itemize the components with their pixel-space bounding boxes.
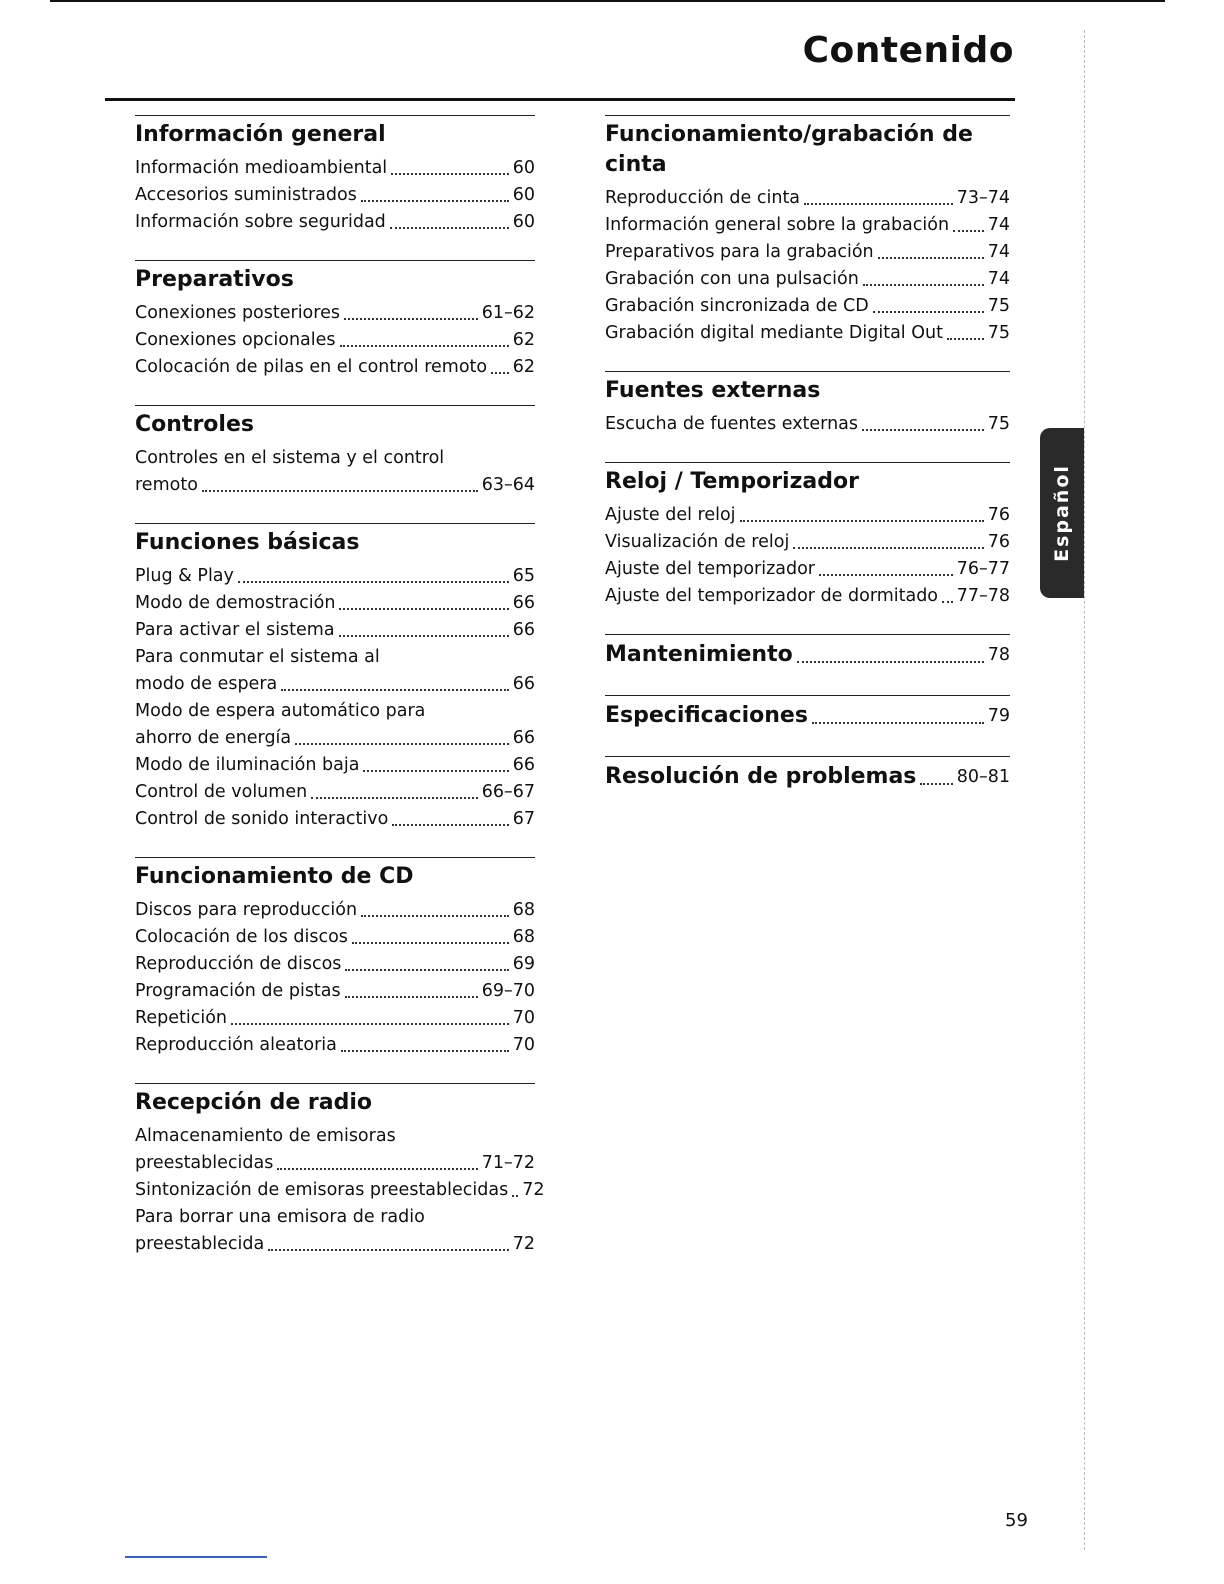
toc-entry[interactable] [135, 590, 535, 617]
section-rule [135, 1083, 535, 1084]
toc-entry-label: Control de sonido interactivo [135, 809, 389, 829]
toc-entry-page: 80–81 [956, 767, 1010, 787]
toc-entry-line: Modo de espera automático para [135, 701, 426, 721]
toc-entry-label: Conexiones posteriores [135, 303, 340, 323]
toc-section [135, 523, 535, 833]
dot-leader [295, 743, 509, 745]
toc-entry-page: 70 [512, 1008, 535, 1028]
toc-entry-label: Sintonización de emisoras preestablecidas [135, 1180, 509, 1200]
dot-leader [391, 173, 509, 175]
section-heading: Reloj / Temporizador [605, 469, 859, 494]
toc-entry[interactable] [135, 806, 535, 833]
toc-entry-page: 77–78 [956, 586, 1010, 606]
toc-entry-line: Controles en el sistema y el control [135, 448, 445, 468]
toc-entry[interactable] [605, 320, 1010, 347]
dot-leader [819, 574, 953, 576]
section-heading: Funciones básicas [135, 530, 360, 555]
dot-leader [339, 608, 508, 610]
toc-entry[interactable] [605, 411, 1010, 438]
section-heading: Funcionamiento/grabación de cinta [605, 122, 973, 177]
toc-entry-label: Discos para reproducción [135, 900, 358, 920]
toc-entry-label: modo de espera [135, 674, 278, 694]
dot-leader [804, 203, 953, 205]
toc-entry[interactable] [135, 924, 535, 951]
toc-entry[interactable] [135, 951, 535, 978]
toc-entry[interactable] [135, 182, 535, 209]
section-heading: Preparativos [135, 267, 294, 292]
toc-entry-label: Grabación con una pulsación [605, 269, 859, 289]
toc-entry-label: Plug & Play [135, 566, 234, 586]
toc-entry[interactable] [605, 556, 1010, 583]
toc-entry-label: Ajuste del temporizador [605, 559, 815, 579]
toc-entry[interactable] [135, 472, 535, 499]
toc-entry-label: Control de volumen [135, 782, 308, 802]
toc-entry[interactable] [135, 209, 535, 236]
toc-entry-label: Modo de demostración [135, 593, 336, 613]
section-rule [605, 371, 1010, 372]
toc-entry[interactable] [135, 897, 535, 924]
toc-entry-label: Información general sobre la grabación [605, 215, 950, 235]
dot-leader [238, 581, 509, 583]
toc-entry-label: Información sobre seguridad [135, 212, 386, 232]
dot-leader [797, 661, 984, 663]
toc-entry-label: Información medioambiental [135, 158, 388, 178]
toc-entry[interactable] [135, 752, 535, 779]
dot-leader [947, 338, 984, 340]
toc-entry-label: Conexiones opcionales [135, 330, 336, 350]
toc-entry-label: preestablecida [135, 1234, 265, 1254]
toc-entry[interactable] [135, 978, 535, 1005]
toc-entry-label: Reproducción de discos [135, 954, 342, 974]
dot-leader [340, 345, 509, 347]
toc-entry[interactable] [135, 1005, 535, 1032]
toc-entry-page: 61–62 [481, 303, 535, 323]
toc-entry-page: 66 [512, 593, 535, 613]
toc-entry[interactable] [135, 1032, 535, 1059]
toc-entry[interactable] [135, 354, 535, 381]
toc-entry[interactable] [605, 583, 1010, 610]
toc-entry-label: Modo de iluminación baja [135, 755, 360, 775]
toc-section [135, 1083, 545, 1258]
toc-entry-page: 74 [987, 242, 1010, 262]
toc-entry-page: 68 [512, 927, 535, 947]
dot-leader [392, 824, 508, 826]
toc-entry-label: Visualización de reloj [605, 532, 790, 552]
toc-heading-entry[interactable] [605, 700, 1010, 732]
toc-entry-page: 76 [987, 505, 1010, 525]
toc-entry-label: Ajuste del reloj [605, 505, 736, 525]
toc-entry[interactable] [605, 239, 1010, 266]
toc-entry[interactable] [135, 327, 535, 354]
dot-leader [878, 257, 984, 259]
toc-entry-page: 78 [987, 645, 1010, 665]
toc-entry[interactable] [135, 155, 535, 182]
toc-entry-page: 73–74 [956, 188, 1010, 208]
dot-leader [345, 996, 478, 998]
toc-right-column [605, 115, 1010, 817]
toc-entry-label: remoto [135, 475, 198, 495]
toc-entry[interactable] [135, 1150, 535, 1177]
toc-entry[interactable] [135, 617, 535, 644]
toc-entry-page: 66–67 [481, 782, 535, 802]
toc-entry-page: 66 [512, 728, 535, 748]
toc-entry-page: 71–72 [481, 1153, 535, 1173]
toc-entry-label: Grabación sincronizada de CD [605, 296, 869, 316]
toc-section [605, 756, 1010, 793]
section-rule [605, 695, 1010, 696]
toc-entry-label: Programación de pistas [135, 981, 341, 1001]
toc-entry-page: 60 [512, 212, 535, 232]
toc-entry-page: 79 [987, 706, 1010, 726]
section-rule [135, 523, 535, 524]
dot-leader [953, 230, 984, 232]
toc-entry-label: Repetición [135, 1008, 228, 1028]
toc-entry[interactable] [135, 300, 535, 327]
toc-entry[interactable] [605, 185, 1010, 212]
toc-entry-page: 66 [512, 620, 535, 640]
toc-entry[interactable] [135, 1231, 535, 1258]
toc-section [605, 695, 1010, 732]
toc-section [605, 634, 1010, 671]
section-heading: Especificaciones [605, 703, 808, 728]
toc-entry-page: 68 [512, 900, 535, 920]
toc-entry[interactable] [605, 266, 1010, 293]
section-rule [135, 260, 535, 261]
toc-entry-page: 60 [512, 185, 535, 205]
language-tab[interactable] [1040, 428, 1084, 598]
toc-entry-page: 74 [987, 269, 1010, 289]
dot-leader [268, 1249, 509, 1251]
toc-section [135, 405, 535, 499]
toc-section [605, 115, 1010, 347]
top-rule [50, 0, 1165, 2]
dot-leader [341, 1050, 509, 1052]
toc-entry-page: 66 [512, 674, 535, 694]
toc-entry[interactable] [135, 779, 535, 806]
toc-entry-page: 60 [512, 158, 535, 178]
toc-entry-page: 62 [512, 330, 535, 350]
toc-entry-label: Para activar el sistema [135, 620, 335, 640]
page-title: Contenido [802, 30, 1014, 71]
section-rule [135, 405, 535, 406]
section-rule [605, 756, 1010, 757]
toc-entry-page: 74 [987, 215, 1010, 235]
toc-entry[interactable] [605, 529, 1010, 556]
toc-entry-page: 69–70 [481, 981, 535, 1001]
toc-entry-page: 75 [987, 296, 1010, 316]
toc-entry-page: 66 [512, 755, 535, 775]
dot-leader [344, 318, 478, 320]
toc-entry-page: 75 [987, 323, 1010, 343]
section-rule [135, 115, 535, 116]
toc-entry-page: 70 [512, 1035, 535, 1055]
dot-leader [361, 915, 509, 917]
toc-entry-page: 76 [987, 532, 1010, 552]
dot-leader [363, 770, 508, 772]
section-heading: Funcionamiento de CD [135, 864, 414, 889]
toc-entry-label: Escucha de fuentes externas [605, 414, 859, 434]
toc-entry-label: Colocación de pilas en el control remoto [135, 357, 488, 377]
section-rule [135, 857, 535, 858]
toc-entry-label: Preparativos para la grabación [605, 242, 874, 262]
dot-leader [862, 429, 984, 431]
toc-section [135, 115, 535, 236]
toc-entry[interactable] [605, 502, 1010, 529]
dot-leader [231, 1023, 509, 1025]
toc-entry-page: 72 [522, 1180, 545, 1200]
dot-leader [361, 200, 509, 202]
section-rule [605, 462, 1010, 463]
toc-entry-line: Para conmutar el sistema al [135, 647, 380, 667]
section-heading: Controles [135, 412, 254, 437]
toc-entry-label: ahorro de energía [135, 728, 292, 748]
language-tab-label: Español [1051, 464, 1073, 562]
dot-leader [740, 520, 984, 522]
toc-entry-line: Para borrar una emisora de radio [135, 1207, 425, 1227]
dot-leader [793, 547, 983, 549]
toc-entry[interactable] [135, 563, 535, 590]
toc-entry-page: 65 [512, 566, 535, 586]
page-edge-line [1084, 30, 1086, 1550]
toc-section [605, 371, 1010, 438]
toc-entry-page: 69 [512, 954, 535, 974]
dot-leader [281, 689, 508, 691]
section-heading: Resolución de problemas [605, 764, 917, 789]
toc-entry-page: 63–64 [481, 475, 535, 495]
toc-entry-label: Reproducción de cinta [605, 188, 801, 208]
dot-leader [863, 284, 984, 286]
toc-entry-line: Almacenamiento de emisoras [135, 1126, 396, 1146]
toc-section [135, 260, 535, 381]
toc-entry-page: 72 [512, 1234, 535, 1254]
dot-leader [491, 372, 509, 374]
toc-section [135, 857, 535, 1059]
section-heading: Mantenimiento [605, 642, 793, 667]
section-heading: Recepción de radio [135, 1090, 373, 1115]
toc-entry-label: Reproducción aleatoria [135, 1035, 337, 1055]
dot-leader [311, 797, 478, 799]
section-rule [605, 115, 1010, 116]
toc-entry[interactable] [135, 725, 535, 752]
toc-entry[interactable] [605, 212, 1010, 239]
toc-heading-entry[interactable] [605, 639, 1010, 671]
dot-leader [339, 635, 509, 637]
section-heading: Información general [135, 122, 386, 147]
toc-entry-page: 76–77 [956, 559, 1010, 579]
dot-leader [920, 783, 952, 785]
toc-entry-label: Ajuste del temporizador de dormitado [605, 586, 939, 606]
section-heading: Fuentes externas [605, 378, 821, 403]
toc-entry-page: 67 [512, 809, 535, 829]
dot-leader [202, 490, 478, 492]
dot-leader [873, 311, 984, 313]
toc-entry-page: 62 [512, 357, 535, 377]
dot-leader [812, 722, 984, 724]
page-number: 59 [1005, 1510, 1028, 1531]
dot-leader [390, 227, 509, 229]
toc-section [605, 462, 1010, 610]
title-rule [105, 98, 1015, 101]
toc-entry[interactable] [135, 1177, 545, 1204]
toc-left-column [135, 115, 545, 1282]
toc-entry-page: 75 [987, 414, 1010, 434]
dot-leader [352, 942, 509, 944]
toc-entry-label: Accesorios suministrados [135, 185, 357, 205]
toc-entry[interactable] [605, 293, 1010, 320]
dot-leader [942, 601, 953, 603]
toc-entry-label: Colocación de los discos [135, 927, 348, 947]
dot-leader [277, 1168, 477, 1170]
footer-rule [125, 1556, 267, 1558]
toc-entry-label: Grabación digital mediante Digital Out [605, 323, 943, 343]
toc-entry-label: preestablecidas [135, 1153, 274, 1173]
toc-heading-entry[interactable] [605, 761, 1010, 793]
dot-leader [345, 969, 508, 971]
dot-leader [512, 1195, 518, 1197]
section-rule [605, 634, 1010, 635]
toc-entry[interactable] [135, 671, 535, 698]
